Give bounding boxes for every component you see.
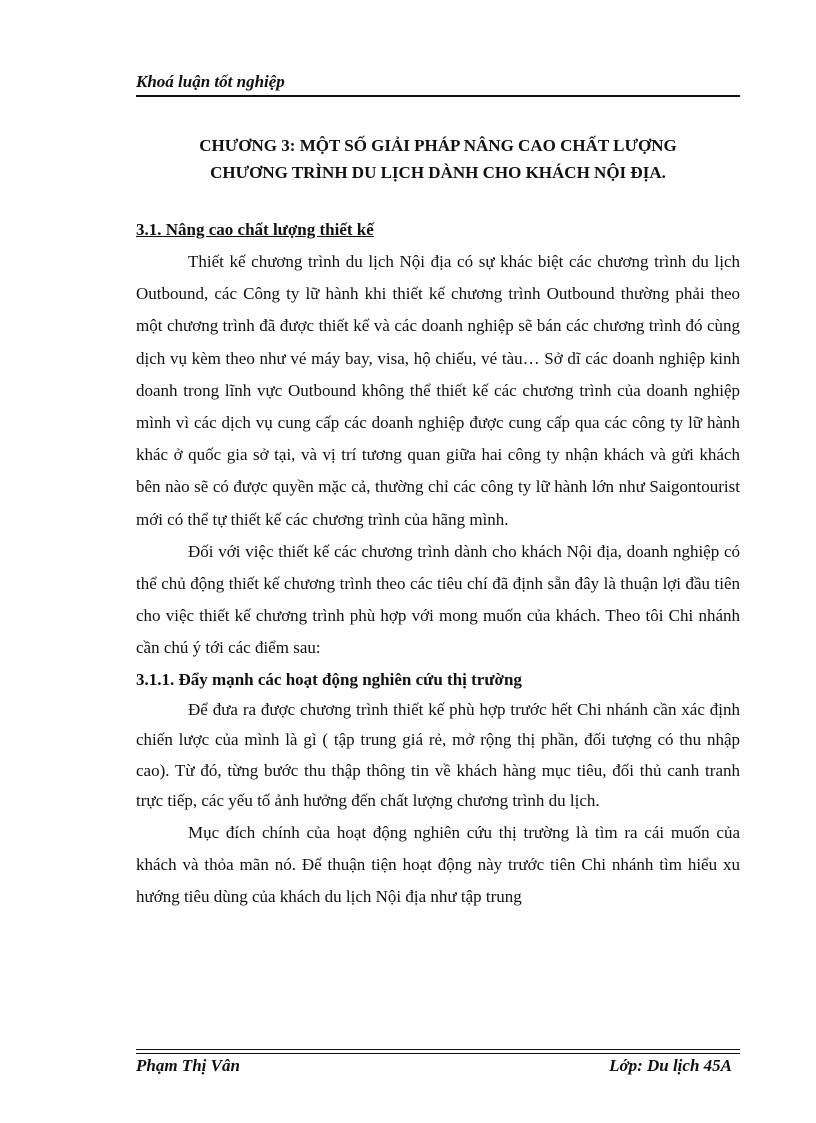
paragraph: Mục đích chính của hoạt động nghiên cứu thị trường là tìm ra cái muốn của khách và thỏa mãn nó. Để thuận tiện hoạt động này trước tiên Chi nhánh tìm hiểu xu hướng tiêu dùng của khách du lịch Nội địa như tập trung [136,823,740,907]
page-header-title: Khoá luận tốt nghiệp [136,72,285,91]
paragraph: Để đưa ra được chương trình thiết kế phù hợp trước hết Chi nhánh cần xác định chiến lược của mình là gì ( tập trung giá rẻ, mở rộng thị phần, đối tượng có thu nhập cao). Từ đó, từng bước thu thập thông tin về khách hàng mục tiêu, đối thủ canh tranh trực tiếp, các yếu tố ảnh hưởng đến chất lượng chương trình du lịch. [136,699,740,811]
chapter-title-line-2: CHƯƠNG TRÌNH DU LỊCH DÀNH CHO KHÁCH NỘI ĐỊA. [210,163,666,182]
document-body [136,214,740,914]
paragraph: Đối với việc thiết kế các chương trình dành cho khách Nội địa, doanh nghiệp có thể chủ động thiết kế chương trình theo các tiêu chí đã định sẵn đây là thuận lợi đầu tiên cho việc thiết kế chương trình phù hợp với mong muốn của khách. Theo tôi Chi nhánh cần chú ý tới các điểm sau: [136,541,740,658]
paragraph: Thiết kế chương trình du lịch Nội địa có sự khác biệt các chương trình du lịch Outbound, các Công ty lữ hành khi thiết kế chương trình Outbound thường phải theo một chương trình đã được thiết kế và các doanh nghiệp sẽ bán các chương trình đó cùng dịch vụ kèm theo như vé máy bay, visa, hộ chiếu, vé tàu… Sở dĩ các doanh nghiệp kinh doanh trong lĩnh vực Outbound không thể thiết kế các chương trình của doanh nghiệp mình vì các dịch vụ cung cấp các doanh nghiệp được cung cấp qua các công ty lữ hành khác ở quốc gia sở tại, và vị trí tương quan giữa hai công ty nhận khách và gửi khách bên nào sẽ có được quyền mặc cả, thường chỉ các công ty lữ hành lớn như Saigontourist mới có thể tự thiết kế các chương trình của hãng mình. [136,252,740,529]
footer-divider [136,1049,740,1054]
section-heading-3-1: 3.1. Nâng cao chất lượng thiết kế [136,220,374,239]
chapter-title [136,132,740,186]
footer-class: Lớp: Du lịch 45A [609,1056,732,1075]
chapter-title-line-1: CHƯƠNG 3: MỘT SỐ GIẢI PHÁP NÂNG CAO CHẤT LƯỢNG [199,136,677,155]
header-divider [136,95,740,97]
section-heading-3-1-1: 3.1.1. Đẩy mạnh các hoạt động nghiên cứu thị trường [136,669,522,689]
footer-author: Phạm Thị Vân [136,1056,240,1075]
